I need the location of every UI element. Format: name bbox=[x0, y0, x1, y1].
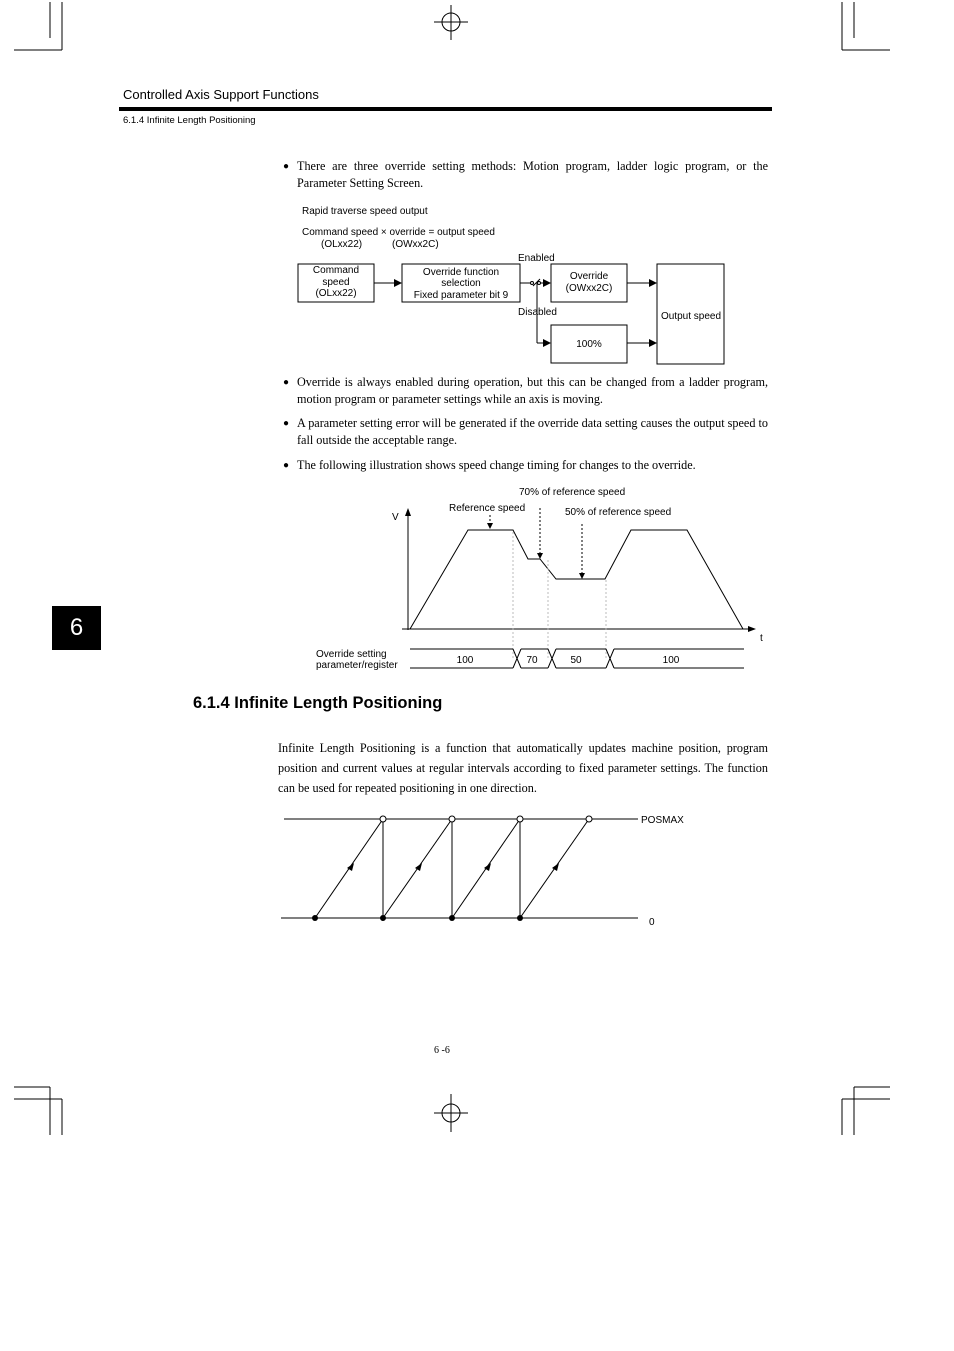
chapter-tab: 6 bbox=[52, 606, 101, 650]
label-reference-speed: Reference speed bbox=[449, 503, 526, 514]
override-value: 70 bbox=[526, 655, 538, 666]
box-output-label: Output speed bbox=[660, 311, 722, 322]
label-posmax: POSMAX bbox=[641, 815, 684, 826]
axis-v-label: V bbox=[392, 512, 399, 523]
override-value: 100 bbox=[456, 655, 474, 666]
box-command-line3: (OLxx22) bbox=[315, 288, 357, 299]
label-50-percent: 50% of reference speed bbox=[565, 507, 672, 518]
box-function-line1: Override function bbox=[422, 267, 500, 278]
diagram-title: Rapid traverse speed output bbox=[302, 206, 428, 217]
section-heading: 6.1.4 Infinite Length Positioning bbox=[193, 694, 443, 712]
infinite-positioning-diagram bbox=[278, 808, 698, 933]
bullet-icon: ● bbox=[283, 161, 290, 172]
diagram-formula: Command speed × override = output speed bbox=[302, 227, 495, 238]
box-command-line1: Command bbox=[312, 265, 360, 276]
box-function-line3: Fixed parameter bit 9 bbox=[413, 290, 509, 301]
bullet-icon: ● bbox=[283, 460, 290, 471]
bullet-text: The following illustration shows speed change timing for changes to the override. bbox=[297, 458, 696, 472]
box-100-label: 100% bbox=[576, 339, 602, 350]
bullet-text: Override is always enabled during operation, but this can be changed from a ladder program, motion program or parameter settings while an axis is moving. bbox=[297, 375, 768, 406]
box-command-line2: speed bbox=[322, 277, 350, 288]
override-value: 100 bbox=[662, 655, 680, 666]
page-number: 6 -6 bbox=[434, 1045, 450, 1056]
running-header-title: Controlled Axis Support Functions bbox=[123, 87, 319, 102]
running-header-subtitle: 6.1.4 Infinite Length Positioning bbox=[123, 115, 256, 126]
bullet-text: There are three override setting methods: Motion program, ladder logic program, or the Parameter Setting Screen. bbox=[297, 159, 768, 190]
label-70-percent: 70% of reference speed bbox=[519, 487, 626, 498]
speed-timing-chart bbox=[310, 482, 770, 672]
label-zero: 0 bbox=[649, 917, 655, 928]
formula-sub-override: (OWxx2C) bbox=[392, 239, 439, 250]
box-override-line2: (OWxx2C) bbox=[565, 283, 613, 294]
bullet-icon: ● bbox=[283, 377, 290, 388]
label-disabled: Disabled bbox=[518, 307, 557, 318]
axis-t-label: t bbox=[760, 633, 763, 644]
override-value: 50 bbox=[570, 655, 582, 666]
section-paragraph: Infinite Length Positioning is a function that automatically updates machine position, program position and current values at regular intervals according to fixed parameter settings. The function can be used for repeated positioning in one direction. bbox=[278, 741, 768, 795]
bullet-text: A parameter setting error will be generated if the override data setting causes the output speed to fall outside the acceptable range. bbox=[297, 416, 768, 447]
box-override-line1: Override bbox=[569, 271, 609, 282]
label-enabled: Enabled bbox=[518, 253, 555, 264]
bullet-icon: ● bbox=[283, 418, 290, 429]
box-function-line2: selection bbox=[441, 278, 481, 289]
row-label-line1: Override setting bbox=[316, 649, 387, 660]
header-rule bbox=[119, 107, 772, 111]
formula-sub-command: (OLxx22) bbox=[321, 239, 363, 250]
row-label-line2: parameter/register bbox=[316, 660, 398, 671]
override-block-diagram bbox=[290, 200, 740, 370]
